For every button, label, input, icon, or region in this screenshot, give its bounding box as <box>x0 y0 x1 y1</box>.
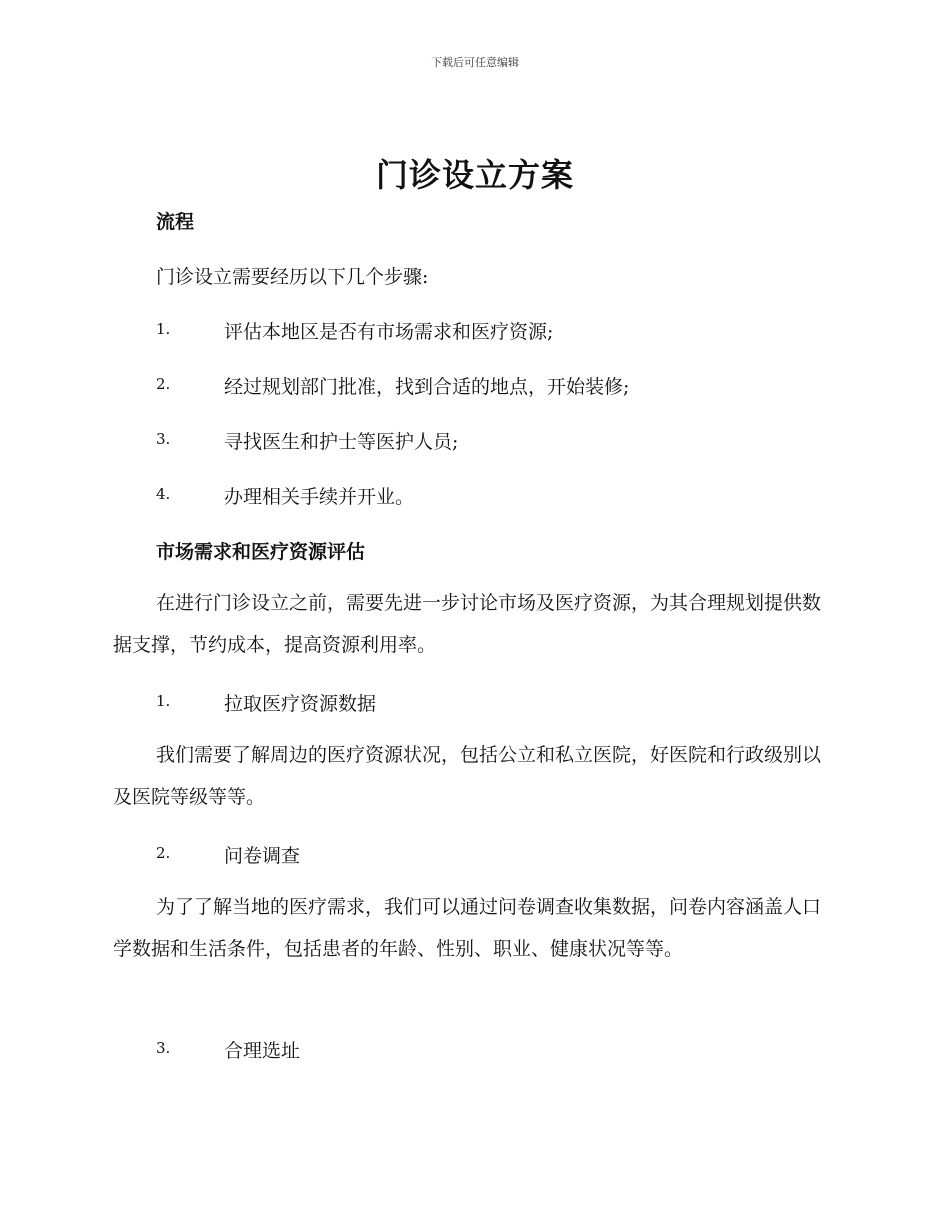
page-header: 下载后可任意编辑 <box>431 56 519 69</box>
item-label: 拉取医疗资源数据 <box>224 693 377 715</box>
item-label: 合理选址 <box>224 1040 301 1062</box>
step-number: 4. <box>156 485 171 503</box>
item-number: 1. <box>156 692 171 710</box>
assessment-paragraph: 在进行门诊设立之前，需要先进一步讨论市场及医疗资源，为其合理规划提供数据支撑，节约成本，提高资源利用率。 <box>113 592 822 656</box>
step-text: 办理相关手续并开业。 <box>224 486 415 508</box>
step-text: 寻找医生和护士等医护人员; <box>224 431 459 453</box>
item-number: 2. <box>156 844 171 862</box>
item-paragraph: 我们需要了解周边的医疗资源状况，包括公立和私立医院，好医院和行政级别以及医院等级等等。 <box>113 744 822 808</box>
section-heading-process: 流程 <box>156 211 195 233</box>
step-number: 1. <box>156 320 171 338</box>
item-paragraph: 为了了解当地的医疗需求，我们可以通过问卷调查收集数据，问卷内容涵盖人口学数据和生活条件，包括患者的年龄、性别、职业、健康状况等等。 <box>113 896 822 960</box>
item-label: 问卷调查 <box>224 845 301 867</box>
step-number: 3. <box>156 430 171 448</box>
process-intro: 门诊设立需要经历以下几个步骤: <box>156 266 429 288</box>
step-number: 2. <box>156 375 171 393</box>
step-text: 经过规划部门批准，找到合适的地点，开始装修; <box>224 376 630 398</box>
document-title: 门诊设立方案 <box>375 156 574 194</box>
section-heading-assessment: 市场需求和医疗资源评估 <box>156 541 366 563</box>
step-text: 评估本地区是否有市场需求和医疗资源; <box>224 321 554 343</box>
item-number: 3. <box>156 1039 171 1057</box>
